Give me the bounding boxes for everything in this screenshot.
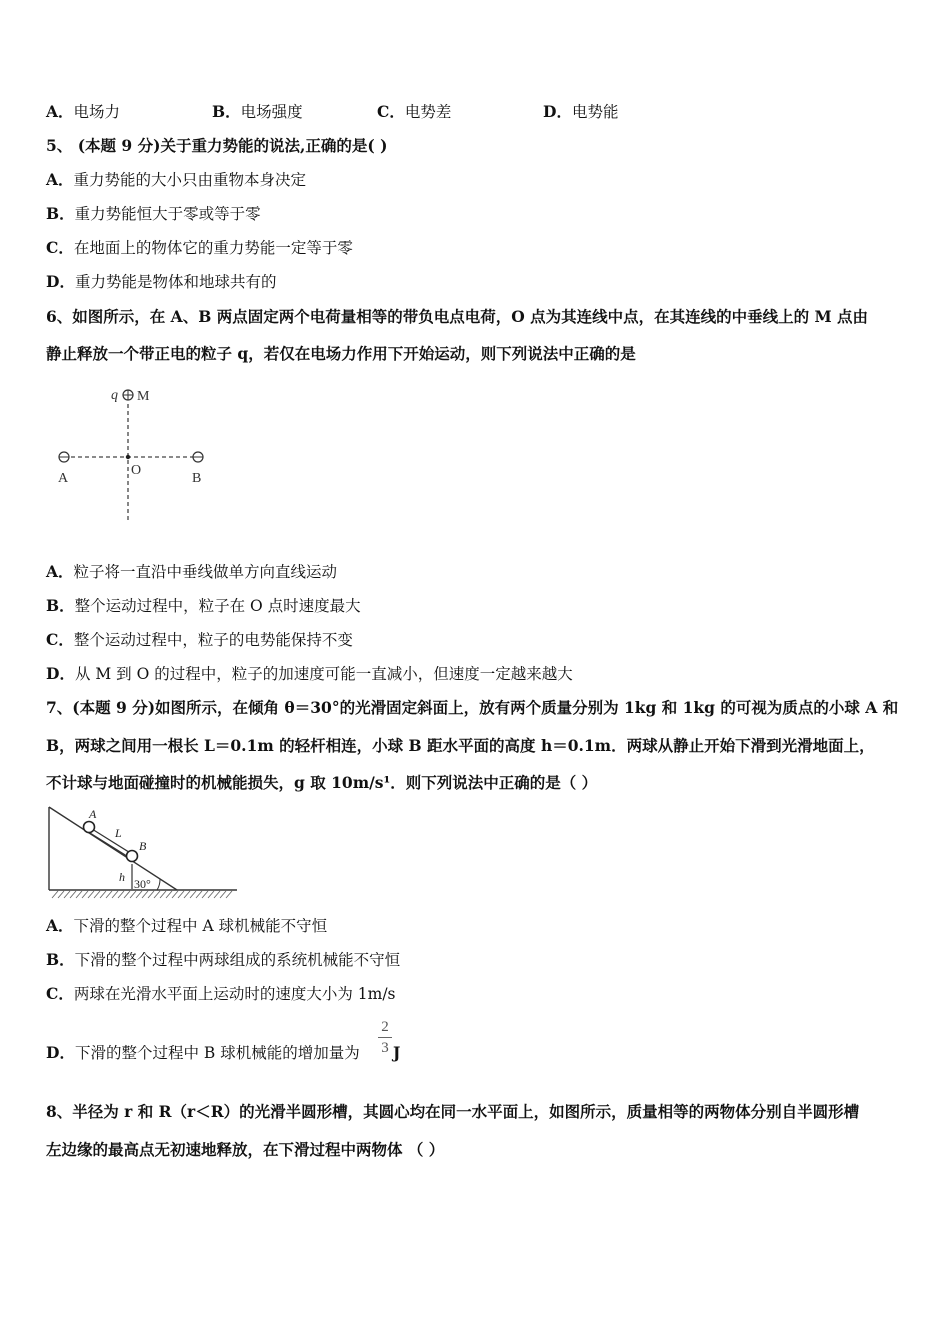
q5-option-a[interactable] (46, 170, 306, 190)
q5-option-d[interactable] (46, 272, 276, 292)
charge-a-negative-icon (59, 452, 69, 462)
option-text: 下滑的整个过程中 A 球机械能不守恒 (73, 917, 328, 935)
fraction-denominator: 3 (381, 1040, 389, 1056)
question-number: 5、 (46, 136, 73, 155)
option-text: 电势能 (571, 103, 619, 121)
label-l: L (115, 826, 122, 840)
q6-option-d[interactable] (46, 664, 573, 684)
q5-option-b[interactable] (46, 204, 261, 224)
q7-option-a[interactable] (46, 916, 327, 936)
option-letter: C． (46, 238, 74, 257)
option-text: 在地面上的物体它的重力势能一定等于零 (73, 239, 353, 257)
q4-option-d[interactable] (543, 102, 618, 122)
q6-figure (50, 382, 220, 527)
q5-stem (46, 136, 387, 156)
q7-figure (44, 802, 244, 902)
q6-option-c[interactable] (46, 630, 353, 650)
option-text: 粒子将一直沿中垂线做单方向直线运动 (73, 563, 338, 581)
option-letter: A． (46, 102, 74, 121)
point-o-dot (126, 455, 130, 459)
option-letter: A． (46, 170, 74, 189)
option-text: 整个运动过程中，粒子在 O 点时速度最大 (74, 597, 361, 615)
option-letter: D． (46, 1043, 75, 1062)
incline-line (49, 807, 177, 890)
option-letter: B． (46, 596, 75, 615)
charge-m-positive-icon (123, 390, 133, 400)
label-a: A (58, 471, 69, 486)
q7-option-d[interactable] (46, 1043, 360, 1063)
option-letter: A． (46, 916, 74, 935)
ground-hatch (52, 891, 232, 898)
q6-option-b[interactable] (46, 596, 361, 616)
option-letter: D． (543, 102, 572, 121)
option-text: 电场强度 (240, 103, 303, 121)
label-b: B (192, 471, 202, 486)
q6-option-a[interactable] (46, 562, 337, 582)
option-text: 重力势能是物体和地球共有的 (74, 273, 277, 291)
option-letter: D． (46, 272, 75, 291)
fraction-numerator: 2 (381, 1019, 389, 1035)
option-text: 两球在光滑水平面上运动时的速度大小为 1m/s (73, 985, 396, 1003)
label-angle: 30° (134, 877, 151, 891)
option-text: 电场力 (73, 103, 121, 121)
charge-b-negative-icon (193, 452, 203, 462)
label-o: O (131, 463, 142, 478)
option-letter: B． (46, 204, 75, 223)
option-letter: C． (46, 984, 74, 1003)
option-text: 重力势能的大小只由重物本身决定 (73, 171, 307, 189)
label-q: q (111, 388, 118, 403)
option-letter: C． (46, 630, 74, 649)
option-text: 整个运动过程中，粒子的电势能保持不变 (73, 631, 353, 649)
label-b: B (139, 839, 147, 853)
q5-option-c[interactable] (46, 238, 353, 258)
ball-b (127, 851, 138, 862)
q6-stem-line2: 静止释放一个带正电的粒子 q，若仅在电场力作用下开始运动，则下列说法中正确的是 (46, 344, 636, 363)
angle-arc (157, 879, 160, 890)
question-text: (本题 9 分)关于重力势能的说法,正确的是( ) (77, 136, 388, 155)
q4-option-c[interactable] (377, 102, 451, 122)
q7-option-b[interactable] (46, 950, 400, 970)
option-letter: D． (46, 664, 75, 683)
ball-a (84, 822, 95, 833)
q4-option-b[interactable] (212, 102, 303, 122)
option-text: 从 M 到 O 的过程中，粒子的加速度可能一直减小，但速度一定越来越大 (74, 665, 573, 683)
label-a: A (89, 807, 97, 821)
q7-option-c[interactable] (46, 984, 396, 1004)
fraction-bar (378, 1037, 392, 1038)
q8-stem-line1: 8、半径为 r 和 R（r＜R）的光滑半圆形槽，其圆心均在同一水平面上，如图所示，质量相等的两物体分别自半圆形槽 (46, 1102, 860, 1121)
option-letter: B． (46, 950, 75, 969)
q8-stem-line2: 左边缘的最高点无初速地释放，在下滑过程中两物体 （ ） (46, 1140, 445, 1159)
q4-option-a[interactable] (46, 102, 120, 122)
option-letter: B． (212, 102, 241, 121)
label-h: h (119, 870, 125, 884)
option-text: 电势差 (404, 103, 452, 121)
fraction-two-thirds (377, 1018, 393, 1057)
option-letter: C． (377, 102, 405, 121)
option-text: 重力势能恒大于零或等于零 (74, 205, 261, 223)
q7-stem-line2: B，两球之间用一根长 L＝0.1m 的轻杆相连，小球 B 距水平面的高度 h＝0.1m．两球从静止开始下滑到光滑地面上， (46, 736, 875, 755)
option-text: 下滑的整个过程中两球组成的系统机械能不守恒 (74, 951, 401, 969)
option-text: 下滑的整个过程中 B 球机械能的增加量为 (74, 1044, 360, 1062)
unit-joule: J (393, 1043, 401, 1062)
option-letter: A． (46, 562, 74, 581)
label-m: M (137, 389, 150, 404)
q7-stem-line1: 7、(本题 9 分)如图所示，在倾角 θ＝30°的光滑固定斜面上，放有两个质量分别为 1kg 和 1kg 的可视为质点的小球 A 和 (46, 698, 899, 717)
q7-stem-line3: 不计球与地面碰撞时的机械能损失，g 取 10m/s¹．则下列说法中正确的是（ ） (46, 773, 598, 792)
rod (90, 829, 132, 858)
q6-stem-line1: 6、如图所示，在 A、B 两点固定两个电荷量相等的带负电点电荷，O 点为其连线中点，在其连线的中垂线上的 M 点由 (46, 307, 869, 326)
